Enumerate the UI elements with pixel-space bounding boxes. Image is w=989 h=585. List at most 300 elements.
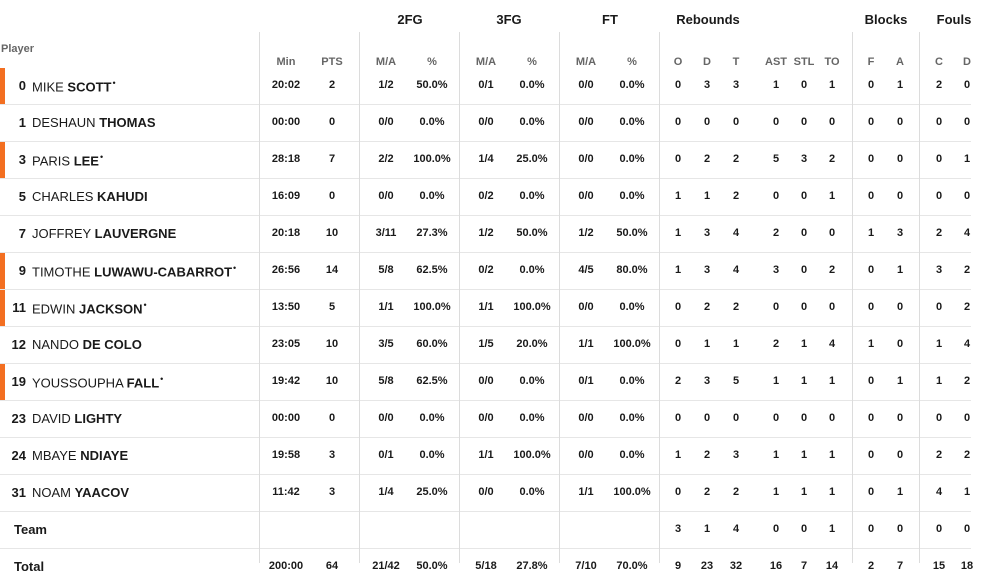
- player-first-name: PARIS: [32, 153, 71, 169]
- player-name-link[interactable]: [32, 226, 176, 241]
- starter-marker-icon: •: [233, 263, 237, 273]
- 2fg-ma-cell: 1/2: [378, 79, 394, 91]
- reb-o-cell: 0: [674, 79, 682, 91]
- 3fg-ma-cell: 1/5: [478, 338, 494, 350]
- foul-d-cell: 2: [963, 375, 971, 387]
- foul-c-cell: 2: [935, 449, 943, 461]
- 2fg-pct-cell: 62.5%: [416, 264, 448, 276]
- player-row[interactable]: [0, 142, 971, 179]
- 3fg-ma-cell: 5/18: [475, 560, 497, 572]
- ft-ma-cell: 4/5: [578, 264, 594, 276]
- blk-f-cell: 0: [867, 412, 875, 424]
- ast-cell: 1: [772, 486, 780, 498]
- reb-o-cell: 0: [674, 153, 682, 165]
- player-name-link[interactable]: [32, 189, 148, 204]
- ft-pct-cell: 0.0%: [619, 153, 645, 165]
- group-header-row: [0, 0, 971, 32]
- player-row[interactable]: [0, 475, 971, 512]
- ast-cell: 1: [772, 449, 780, 461]
- reb-t-column-header[interactable]: T: [732, 56, 740, 68]
- starter-indicator: [0, 142, 5, 178]
- 2fg-pct-cell: 50.0%: [416, 79, 448, 91]
- 3fg-ma-cell: 1/1: [478, 301, 494, 313]
- starter-indicator: [0, 68, 5, 104]
- ast-cell: 0: [772, 190, 780, 202]
- pts-cell: 3: [328, 486, 336, 498]
- reb-t-cell: 3: [732, 449, 740, 461]
- blk-f-cell: 1: [867, 227, 875, 239]
- to-column-header[interactable]: TO: [824, 56, 840, 68]
- player-row[interactable]: [0, 327, 971, 364]
- blk-f-cell: 0: [867, 449, 875, 461]
- ast-cell: 0: [772, 116, 780, 128]
- ft-pct-cell: 0.0%: [619, 375, 645, 387]
- 2fg-ma-cell: 0/0: [378, 116, 394, 128]
- stl-cell: 0: [800, 301, 808, 313]
- to-cell: 1: [828, 449, 836, 461]
- player-number: 1: [18, 115, 26, 130]
- reb-d-cell: 2: [703, 486, 711, 498]
- player-first-name: NOAM: [32, 485, 71, 500]
- column-divider: [359, 32, 360, 563]
- player-number: 7: [18, 226, 26, 241]
- reb-d-cell: 0: [703, 116, 711, 128]
- pts-cell: 2: [328, 79, 336, 91]
- foul-d-cell: 0: [963, 190, 971, 202]
- 2fg-pct-cell: 27.3%: [416, 227, 448, 239]
- 3fg-pct-cell: 27.8%: [516, 560, 548, 572]
- to-cell: 1: [828, 79, 836, 91]
- starter-marker-icon: •: [99, 152, 104, 162]
- foul-d-cell: 1: [963, 486, 971, 498]
- 2fg-pct-cell: 62.5%: [416, 375, 448, 387]
- reb-d-cell: 3: [703, 264, 711, 276]
- group-2fg: 2FG: [397, 12, 423, 27]
- player-last-name: YAACOV: [74, 485, 130, 500]
- stl-cell: 3: [800, 153, 808, 165]
- reb-o-cell: 2: [674, 375, 682, 387]
- reb-t-cell: 0: [732, 116, 740, 128]
- player-row[interactable]: [0, 68, 971, 105]
- pts-cell: 14: [325, 264, 339, 276]
- pts-cell: 0: [328, 190, 336, 202]
- stl-cell: 1: [800, 449, 808, 461]
- foul-c-cell: 0: [935, 116, 943, 128]
- player-number: 31: [11, 485, 26, 500]
- to-cell: 2: [828, 153, 836, 165]
- pts-cell: 10: [325, 375, 339, 387]
- ft-ma-cell: 0/0: [578, 79, 594, 91]
- blk-a-cell: 1: [896, 264, 904, 276]
- to-cell: 14: [825, 560, 839, 572]
- column-header-row: [0, 32, 971, 68]
- blk-f-cell: 0: [867, 153, 875, 165]
- 3fg-ma-cell: 0/0: [478, 486, 494, 498]
- ft-pct-cell: 80.0%: [616, 264, 648, 276]
- column-divider: [852, 32, 853, 563]
- ast-cell: 3: [772, 264, 780, 276]
- player-last-name: FALL: [126, 375, 160, 391]
- ast-cell: 1: [772, 79, 780, 91]
- ft-ma-column-header[interactable]: M/A: [575, 56, 597, 68]
- 3fg-pct-cell: 50.0%: [516, 227, 548, 239]
- 3fg-pct-cell: 0.0%: [519, 412, 545, 424]
- stl-cell: 0: [800, 264, 808, 276]
- player-name-link[interactable]: [32, 374, 163, 390]
- player-last-name: LAUVERGNE: [94, 226, 177, 241]
- ft-pct-cell: 0.0%: [619, 190, 645, 202]
- ft-pct-cell: 70.0%: [616, 560, 648, 572]
- 3fg-ma-cell: 1/4: [478, 153, 494, 165]
- reb-t-cell: 4: [732, 264, 740, 276]
- reb-o-cell: 3: [674, 523, 682, 535]
- foul-c-cell: 3: [935, 264, 943, 276]
- player-last-name: LUWAWU-CABARROT: [94, 264, 233, 280]
- total-row: [0, 549, 974, 585]
- reb-t-cell: 1: [732, 338, 740, 350]
- 3fg-pct-cell: 0.0%: [519, 79, 545, 91]
- player-name-link[interactable]: [32, 263, 236, 279]
- player-row[interactable]: [0, 364, 971, 401]
- reb-d-cell: 2: [703, 449, 711, 461]
- group-ft: FT: [602, 12, 618, 27]
- min-cell: 13:50: [271, 301, 301, 313]
- pts-cell: 0: [328, 412, 336, 424]
- 2fg-ma-cell: 1/1: [378, 301, 394, 313]
- player-number: 5: [18, 189, 26, 204]
- reb-t-cell: 3: [732, 79, 740, 91]
- to-cell: 0: [828, 301, 836, 313]
- 2fg-pct-cell: 0.0%: [419, 190, 445, 202]
- min-cell: 26:56: [271, 264, 301, 276]
- reb-d-cell: 23: [700, 560, 714, 572]
- pts-cell: 7: [328, 153, 336, 165]
- blk-f-cell: 1: [867, 338, 875, 350]
- reb-t-cell: 2: [732, 153, 740, 165]
- reb-t-cell: 4: [732, 227, 740, 239]
- reb-d-cell: 1: [703, 190, 711, 202]
- 3fg-ma-cell: 0/2: [478, 264, 494, 276]
- min-cell: 28:18: [271, 153, 301, 165]
- pts-cell: 0: [328, 116, 336, 128]
- 2fg-ma-cell: 5/8: [378, 375, 394, 387]
- boxscore-table-body: [0, 68, 974, 585]
- player-name-link[interactable]: [32, 152, 103, 168]
- 2fg-pct-cell: 0.0%: [419, 449, 445, 461]
- 3fg-pct-cell: 0.0%: [519, 264, 545, 276]
- foul-c-cell: 0: [935, 301, 943, 313]
- 3fg-pct-cell: 0.0%: [519, 190, 545, 202]
- 3fg-ma-cell: 0/0: [478, 375, 494, 387]
- min-cell: 00:00: [271, 412, 301, 424]
- stl-cell: 0: [800, 412, 808, 424]
- 3fg-ma-cell: 0/1: [478, 79, 494, 91]
- player-row[interactable]: [0, 290, 971, 327]
- player-first-name: DAVID: [32, 411, 71, 426]
- foul-c-cell: 2: [935, 227, 943, 239]
- 3fg-pct-cell: 100.0%: [513, 449, 551, 461]
- foul-d-cell: 0: [963, 523, 971, 535]
- to-cell: 1: [828, 523, 836, 535]
- player-column-header[interactable]: Player: [1, 43, 35, 55]
- reb-o-cell: 0: [674, 116, 682, 128]
- foul-d-cell: 18: [960, 560, 974, 572]
- ast-cell: 0: [772, 412, 780, 424]
- stl-cell: 0: [800, 227, 808, 239]
- player-number: 11: [12, 300, 26, 315]
- 3fg-pct-cell: 0.0%: [519, 375, 545, 387]
- player-row[interactable]: [0, 216, 971, 253]
- blk-a-cell: 0: [896, 116, 904, 128]
- ft-pct-cell: 0.0%: [619, 449, 645, 461]
- group-fouls: Fouls: [936, 12, 972, 27]
- foul-c-cell: 0: [935, 412, 943, 424]
- ft-pct-cell: 50.0%: [616, 227, 648, 239]
- ft-pct-cell: 0.0%: [619, 116, 645, 128]
- foul-d-cell: 0: [963, 412, 971, 424]
- player-first-name: CHARLES: [32, 189, 94, 204]
- column-divider: [259, 32, 260, 563]
- reb-o-cell: 1: [674, 449, 682, 461]
- player-name-link[interactable]: [32, 337, 142, 352]
- reb-t-cell: 5: [732, 375, 740, 387]
- column-divider: [459, 32, 460, 563]
- pts-column-header[interactable]: PTS: [321, 56, 343, 68]
- to-cell: 2: [828, 264, 836, 276]
- ft-ma-cell: 0/0: [578, 412, 594, 424]
- blk-a-cell: 0: [896, 523, 904, 535]
- ft-ma-cell: 0/1: [578, 375, 594, 387]
- player-first-name: YOUSSOUPHA: [32, 375, 124, 391]
- foul-d-cell: 2: [963, 449, 971, 461]
- 3fg-ma-column-header[interactable]: M/A: [475, 56, 497, 68]
- player-last-name: LEE: [73, 153, 99, 169]
- team-row: [0, 512, 971, 549]
- ft-ma-cell: 1/1: [578, 486, 594, 498]
- 3fg-pct-column-header[interactable]: %: [527, 56, 537, 68]
- starter-marker-icon: •: [160, 374, 164, 384]
- 3fg-pct-cell: 100.0%: [513, 301, 551, 313]
- 2fg-ma-cell: 5/8: [378, 264, 394, 276]
- ft-ma-cell: 0/0: [578, 116, 594, 128]
- reb-t-cell: 2: [732, 301, 740, 313]
- player-number: 12: [11, 337, 26, 352]
- to-cell: 1: [828, 486, 836, 498]
- starter-indicator: [0, 364, 5, 400]
- player-row[interactable]: [0, 438, 971, 475]
- ft-ma-cell: 0/0: [578, 153, 594, 165]
- player-first-name: EDWIN: [32, 301, 76, 317]
- foul-c-cell: 0: [935, 190, 943, 202]
- player-first-name: MBAYE: [32, 448, 77, 463]
- blk-a-cell: 0: [896, 449, 904, 461]
- ast-column-header[interactable]: AST: [765, 56, 787, 68]
- ast-cell: 0: [772, 523, 780, 535]
- min-cell: 16:09: [271, 190, 301, 202]
- blk-f-cell: 0: [867, 190, 875, 202]
- ast-cell: 5: [772, 153, 780, 165]
- ast-cell: 1: [772, 375, 780, 387]
- 2fg-ma-cell: 21/42: [372, 560, 400, 572]
- 2fg-pct-column-header[interactable]: %: [427, 56, 437, 68]
- ft-ma-cell: 0/0: [578, 449, 594, 461]
- to-cell: 0: [828, 227, 836, 239]
- reb-o-cell: 1: [674, 264, 682, 276]
- min-cell: 19:58: [271, 449, 301, 461]
- 2fg-ma-cell: 3/5: [378, 338, 394, 350]
- 3fg-pct-cell: 0.0%: [519, 116, 545, 128]
- reb-t-cell: 32: [729, 560, 743, 572]
- foul-d-cell: 0: [963, 116, 971, 128]
- 2fg-pct-cell: 100.0%: [413, 153, 451, 165]
- 2fg-ma-cell: 0/0: [378, 412, 394, 424]
- 3fg-pct-cell: 0.0%: [519, 486, 545, 498]
- min-cell: 00:00: [271, 116, 301, 128]
- starter-marker-icon: •: [112, 78, 116, 88]
- player-first-name: NANDO: [32, 337, 79, 352]
- 2fg-ma-column-header[interactable]: M/A: [375, 56, 397, 68]
- stl-cell: 1: [800, 375, 808, 387]
- player-last-name: SCOTT: [67, 79, 112, 95]
- 2fg-pct-cell: 0.0%: [419, 116, 445, 128]
- 2fg-pct-cell: 100.0%: [413, 301, 451, 313]
- ft-ma-cell: 0/0: [578, 301, 594, 313]
- foul-c-cell: 0: [935, 523, 943, 535]
- 2fg-ma-cell: 0/1: [378, 449, 394, 461]
- 2fg-ma-cell: 3/11: [375, 227, 397, 239]
- foul-d-cell: 0: [963, 79, 971, 91]
- player-name-link[interactable]: [32, 485, 129, 500]
- player-last-name: NDIAYE: [80, 448, 129, 463]
- player-number: 23: [11, 411, 26, 426]
- to-cell: 4: [828, 338, 836, 350]
- blk-f-cell: 0: [867, 79, 875, 91]
- player-row[interactable]: [0, 105, 971, 142]
- foul-d-cell: 2: [963, 264, 971, 276]
- foul-c-column-header[interactable]: C: [935, 56, 943, 68]
- min-cell: 23:05: [271, 338, 301, 350]
- reb-t-cell: 2: [732, 190, 740, 202]
- blk-a-cell: 0: [896, 301, 904, 313]
- foul-d-cell: 4: [963, 227, 971, 239]
- blk-a-column-header[interactable]: A: [896, 56, 904, 68]
- foul-c-cell: 4: [935, 486, 943, 498]
- ft-pct-cell: 0.0%: [619, 79, 645, 91]
- player-name-link[interactable]: [32, 411, 122, 426]
- ft-ma-cell: 0/0: [578, 190, 594, 202]
- player-name-link[interactable]: [32, 300, 147, 316]
- ast-cell: 0: [772, 301, 780, 313]
- player-first-name: MIKE: [32, 79, 64, 95]
- 3fg-ma-cell: 1/2: [478, 227, 494, 239]
- min-cell: 19:42: [271, 375, 301, 387]
- ft-ma-cell: 7/10: [575, 560, 597, 572]
- player-name-link[interactable]: [32, 115, 156, 130]
- reb-d-cell: 1: [703, 338, 711, 350]
- 3fg-pct-cell: 25.0%: [516, 153, 548, 165]
- player-first-name: DESHAUN: [32, 115, 96, 130]
- reb-d-cell: 0: [703, 412, 711, 424]
- player-last-name: THOMAS: [99, 115, 156, 130]
- reb-o-cell: 1: [674, 227, 682, 239]
- player-row[interactable]: [0, 179, 971, 216]
- 3fg-ma-cell: 0/0: [478, 412, 494, 424]
- blk-a-cell: 1: [896, 375, 904, 387]
- blk-f-cell: 0: [867, 264, 875, 276]
- reb-d-cell: 2: [703, 301, 711, 313]
- reb-t-cell: 4: [732, 523, 740, 535]
- column-divider: [559, 32, 560, 563]
- foul-c-cell: 15: [932, 560, 946, 572]
- blk-f-cell: 2: [867, 560, 875, 572]
- player-first-name: JOFFREY: [32, 226, 91, 241]
- group-blocks: Blocks: [864, 12, 908, 27]
- foul-c-cell: 1: [935, 375, 943, 387]
- player-last-name: DE COLO: [82, 337, 142, 352]
- reb-t-cell: 2: [732, 486, 740, 498]
- blk-a-cell: 1: [896, 486, 904, 498]
- team-label: Team: [14, 522, 47, 537]
- reb-d-cell: 2: [703, 153, 711, 165]
- player-number: 19: [11, 374, 26, 389]
- reb-d-cell: 1: [703, 523, 711, 535]
- to-cell: 0: [828, 412, 836, 424]
- blk-f-cell: 0: [867, 301, 875, 313]
- foul-d-cell: 4: [963, 338, 971, 350]
- player-number: 24: [11, 448, 26, 463]
- 3fg-ma-cell: 0/0: [478, 116, 494, 128]
- stl-cell: 7: [800, 560, 808, 572]
- player-last-name: LIGHTY: [74, 411, 123, 426]
- min-column-header[interactable]: Min: [276, 56, 296, 68]
- stl-cell: 1: [800, 338, 808, 350]
- 2fg-pct-cell: 60.0%: [416, 338, 448, 350]
- pts-cell: 5: [328, 301, 336, 313]
- ft-pct-column-header[interactable]: %: [627, 56, 637, 68]
- 2fg-ma-cell: 0/0: [378, 190, 394, 202]
- stl-cell: 0: [800, 116, 808, 128]
- min-cell: 20:02: [271, 79, 301, 91]
- stl-column-header[interactable]: STL: [793, 56, 815, 68]
- group-3fg: 3FG: [496, 12, 522, 27]
- blk-f-column-header[interactable]: F: [867, 56, 875, 68]
- pts-cell: 3: [328, 449, 336, 461]
- foul-d-cell: 1: [963, 153, 971, 165]
- blk-f-cell: 0: [867, 486, 875, 498]
- player-number: 9: [18, 263, 26, 278]
- 3fg-pct-cell: 20.0%: [516, 338, 548, 350]
- player-name-link[interactable]: [32, 448, 128, 463]
- stl-cell: 0: [800, 79, 808, 91]
- pts-cell: 10: [325, 338, 339, 350]
- reb-o-cell: 1: [674, 190, 682, 202]
- to-cell: 0: [828, 116, 836, 128]
- ft-pct-cell: 100.0%: [613, 486, 651, 498]
- starter-marker-icon: •: [143, 300, 147, 310]
- player-row[interactable]: [0, 401, 971, 438]
- min-cell: 200:00: [268, 560, 304, 572]
- player-name-link[interactable]: [32, 78, 116, 94]
- foul-d-column-header[interactable]: D: [963, 56, 971, 68]
- reb-d-column-header[interactable]: D: [703, 56, 711, 68]
- blk-a-cell: 0: [896, 190, 904, 202]
- reb-o-column-header[interactable]: O: [673, 56, 683, 68]
- reb-o-cell: 9: [674, 560, 682, 572]
- blk-a-cell: 0: [896, 412, 904, 424]
- pts-cell: 10: [325, 227, 339, 239]
- player-row[interactable]: [0, 253, 971, 290]
- blk-f-cell: 0: [867, 116, 875, 128]
